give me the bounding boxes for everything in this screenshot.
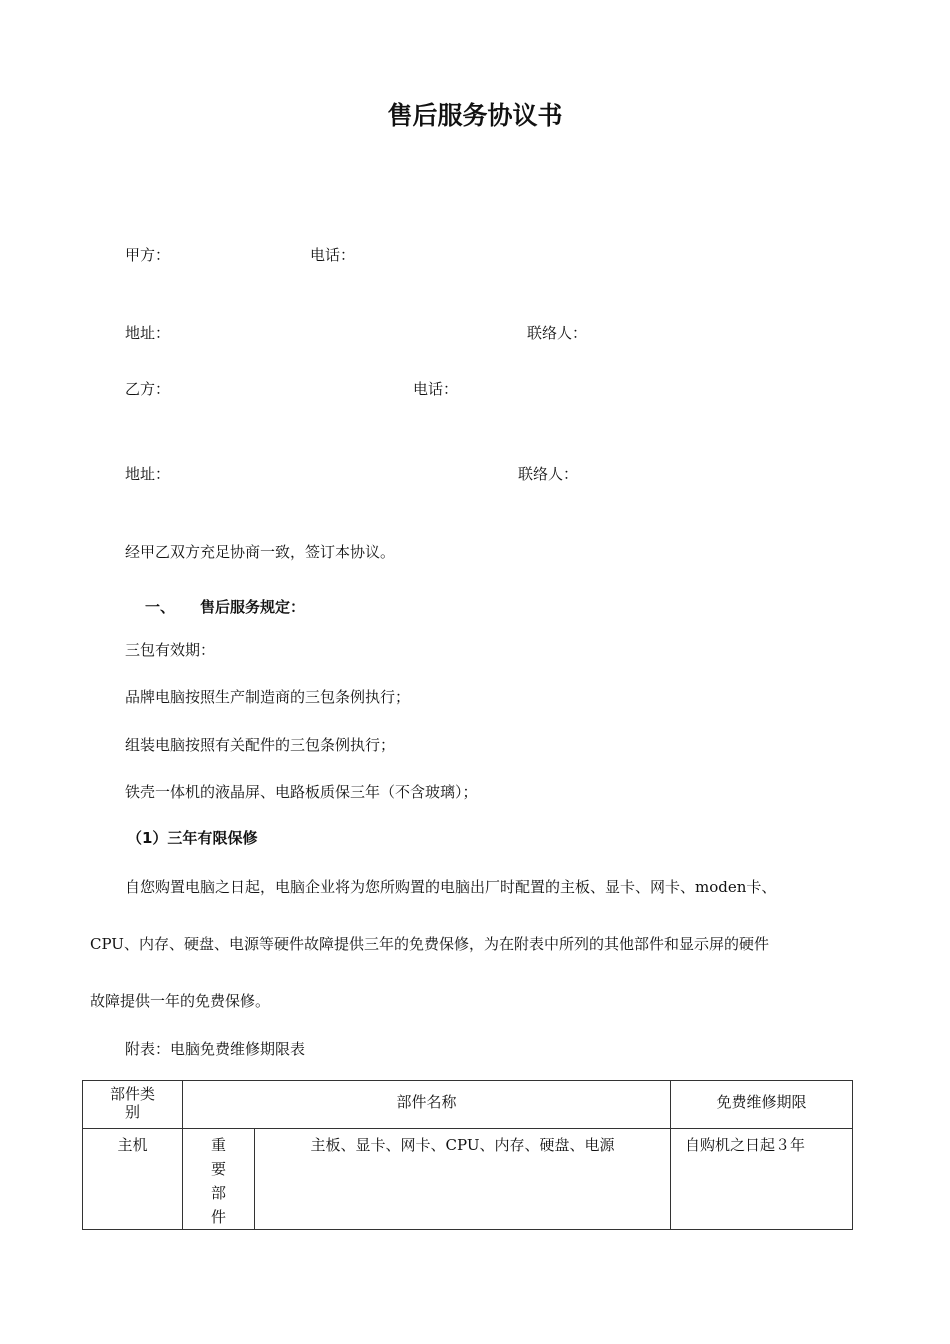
header-category-line: 别	[124, 1103, 140, 1121]
section-number: 一、	[145, 598, 176, 616]
document-title: 售后服务协议书	[387, 101, 563, 130]
subsection-heading: （1）三年有限保修	[127, 829, 258, 847]
paragraph-line: CPU、内存、硬盘、电源等硬件故障提供三年的免费保修，为在附表中所列的其他部件和显示屏的硬件	[90, 935, 769, 953]
header-part-name: 部件名称	[183, 1081, 671, 1129]
row-parts: 主板、显卡、网卡、CPU、内存、硬盘、电源	[255, 1129, 671, 1230]
party-a-address-label: 地址：	[125, 324, 171, 342]
table-header-row	[83, 1081, 853, 1129]
party-a-label: 甲方：	[125, 246, 171, 264]
paragraph-line: 故障提供一年的免费保修。	[90, 992, 271, 1010]
section-heading: 售后服务规定：	[200, 598, 306, 616]
header-category	[83, 1081, 183, 1129]
party-b-label: 乙方：	[125, 380, 171, 398]
table-row	[83, 1129, 853, 1230]
party-a-contact-label: 联络人：	[527, 324, 588, 342]
party-b-contact-label: 联络人：	[518, 465, 579, 483]
clause-line: 三包有效期：	[125, 641, 216, 659]
header-category-line: 部件类	[109, 1085, 155, 1103]
table-caption: 附表：电脑免费维修期限表	[125, 1040, 306, 1058]
intro-text: 经甲乙双方充足协商一致，签订本协议。	[125, 543, 396, 561]
row-period: 自购机之日起３年	[671, 1129, 853, 1230]
party-a-phone-label: 电话：	[310, 246, 356, 264]
clause-line: 组装电脑按照有关配件的三包条例执行；	[125, 736, 396, 754]
row-category: 主机	[83, 1129, 183, 1230]
paragraph-line: 自您购置电脑之日起，电脑企业将为您所购置的电脑出厂时配置的主板、显卡、网卡、moden卡、	[125, 878, 777, 896]
party-b-phone-label: 电话：	[413, 380, 459, 398]
header-free-period: 免费维修期限	[671, 1081, 853, 1129]
clause-line: 铁壳一体机的液晶屏、电路板质保三年（不含玻璃）；	[125, 783, 478, 801]
party-b-address-label: 地址：	[125, 465, 171, 483]
clause-line: 品牌电脑按照生产制造商的三包条例执行；	[125, 688, 411, 706]
warranty-table	[82, 1080, 853, 1230]
row-subcategory-text: 重要部件	[211, 1136, 227, 1226]
row-subcategory	[183, 1129, 255, 1230]
